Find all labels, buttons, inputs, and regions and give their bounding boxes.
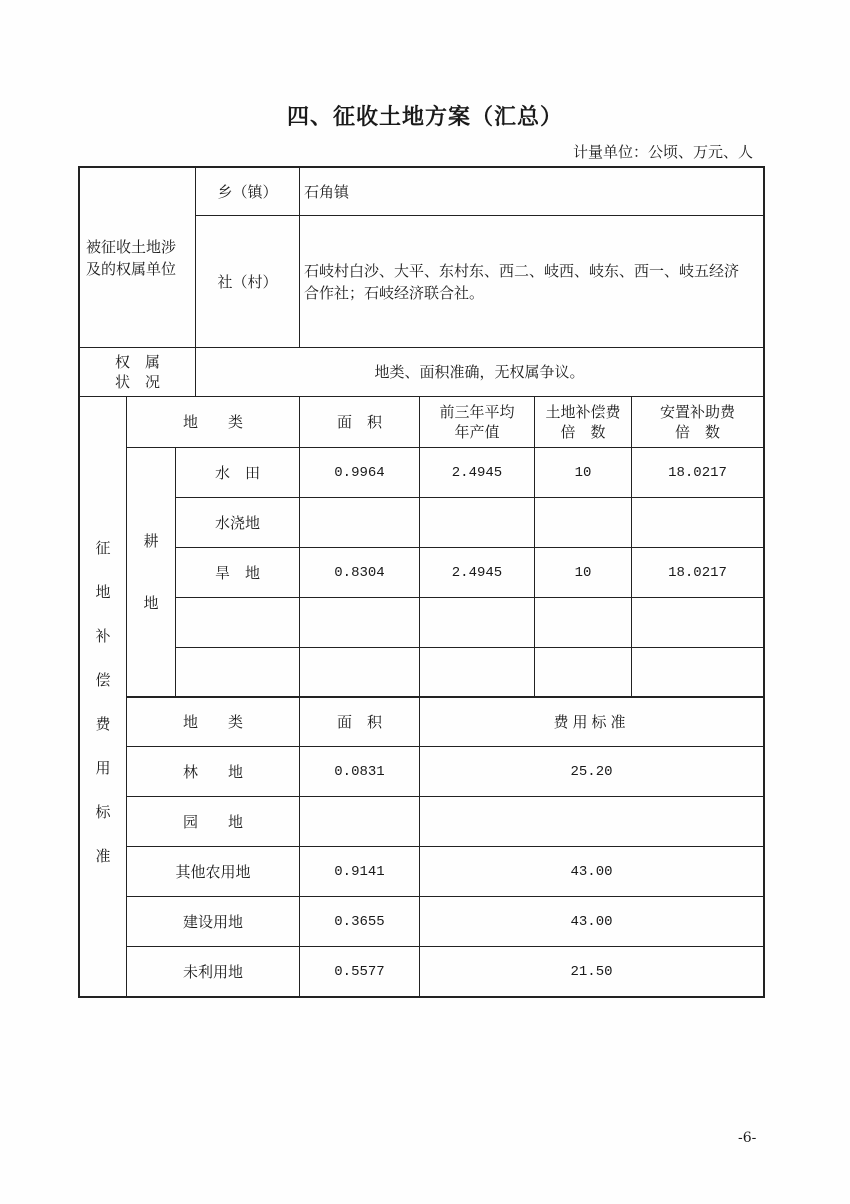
resettle-multiple — [632, 498, 763, 547]
land-type: 其他农用地 — [175, 862, 251, 881]
standard: 43.00 — [570, 863, 613, 880]
town-label: 乡（镇） — [217, 182, 278, 201]
header-area: 面 积 — [336, 413, 382, 431]
unit-note: 计量单位：公顷、万元、人 — [572, 143, 753, 161]
land-type: 水浇地 — [214, 513, 260, 532]
standard — [420, 797, 763, 846]
header-resettle-multiple: 安置补助费 倍 数 — [659, 403, 735, 441]
area: 0.8304 — [334, 564, 385, 581]
resettle-multiple: 18.0217 — [668, 464, 727, 481]
town-value: 石角镇 — [304, 182, 350, 201]
standard: 43.00 — [570, 913, 613, 930]
table-border-right — [763, 166, 765, 998]
header-land-type: 地 类 — [182, 413, 243, 431]
other-header-land-type: 地 类 — [182, 713, 243, 731]
area — [300, 498, 419, 547]
ownership-status-label: 权 属 状 况 — [114, 353, 160, 391]
avg-output — [420, 648, 534, 696]
resettle-multiple: 18.0217 — [668, 564, 727, 581]
land-type: 旱 地 — [214, 563, 260, 582]
avg-output: 2.4945 — [451, 464, 503, 481]
area — [300, 797, 419, 846]
area: 0.0831 — [334, 763, 385, 780]
land-multiple — [535, 648, 631, 696]
ownership-status-value: 地类、面积准确，无权属争议。 — [374, 363, 585, 381]
land-type: 园 地 — [182, 812, 243, 831]
land-type — [176, 648, 299, 696]
land-type: 建设用地 — [182, 912, 243, 931]
avg-output — [420, 598, 534, 647]
land-multiple — [535, 498, 631, 547]
land-type — [176, 598, 299, 647]
land-multiple: 10 — [574, 564, 592, 581]
village-label: 社（村） — [217, 272, 278, 291]
area: 0.3655 — [334, 913, 385, 930]
page-number: -6- — [738, 1130, 757, 1146]
area: 0.9964 — [334, 464, 385, 481]
resettle-multiple — [632, 648, 763, 696]
land-multiple: 10 — [574, 464, 592, 481]
table-border-bottom — [78, 996, 765, 998]
other-header-standard: 费用标准 — [553, 713, 630, 731]
standard: 25.20 — [570, 763, 613, 780]
resettle-multiple — [632, 598, 763, 647]
land-type: 林 地 — [182, 762, 243, 781]
page-title: 四、征收土地方案（汇总） — [286, 105, 563, 130]
cultivated-land-label: 耕 地 — [143, 532, 159, 612]
ownership-unit-label: 被征收土地涉及的权属单位 — [86, 237, 177, 278]
village-value: 石岐村白沙、大平、东村东、西二、岐西、岐东、西一、岐五经济合作社；石岐经济联合社。 — [304, 261, 740, 302]
land-multiple — [535, 598, 631, 647]
header-avg-output: 前三年平均 年产值 — [439, 403, 515, 441]
area: 0.9141 — [334, 863, 385, 880]
other-header-area: 面 积 — [336, 713, 382, 731]
standard: 21.50 — [570, 963, 613, 980]
compensation-standard-label: 征 地 补 偿 费 用 标 准 — [95, 538, 111, 865]
avg-output: 2.4945 — [451, 564, 503, 581]
land-type: 水 田 — [214, 463, 260, 482]
area: 0.5577 — [334, 963, 385, 980]
avg-output — [420, 498, 534, 547]
area — [300, 648, 419, 696]
land-type: 未利用地 — [182, 962, 243, 981]
area — [300, 598, 419, 647]
header-land-multiple: 土地补偿费 倍 数 — [545, 403, 621, 441]
